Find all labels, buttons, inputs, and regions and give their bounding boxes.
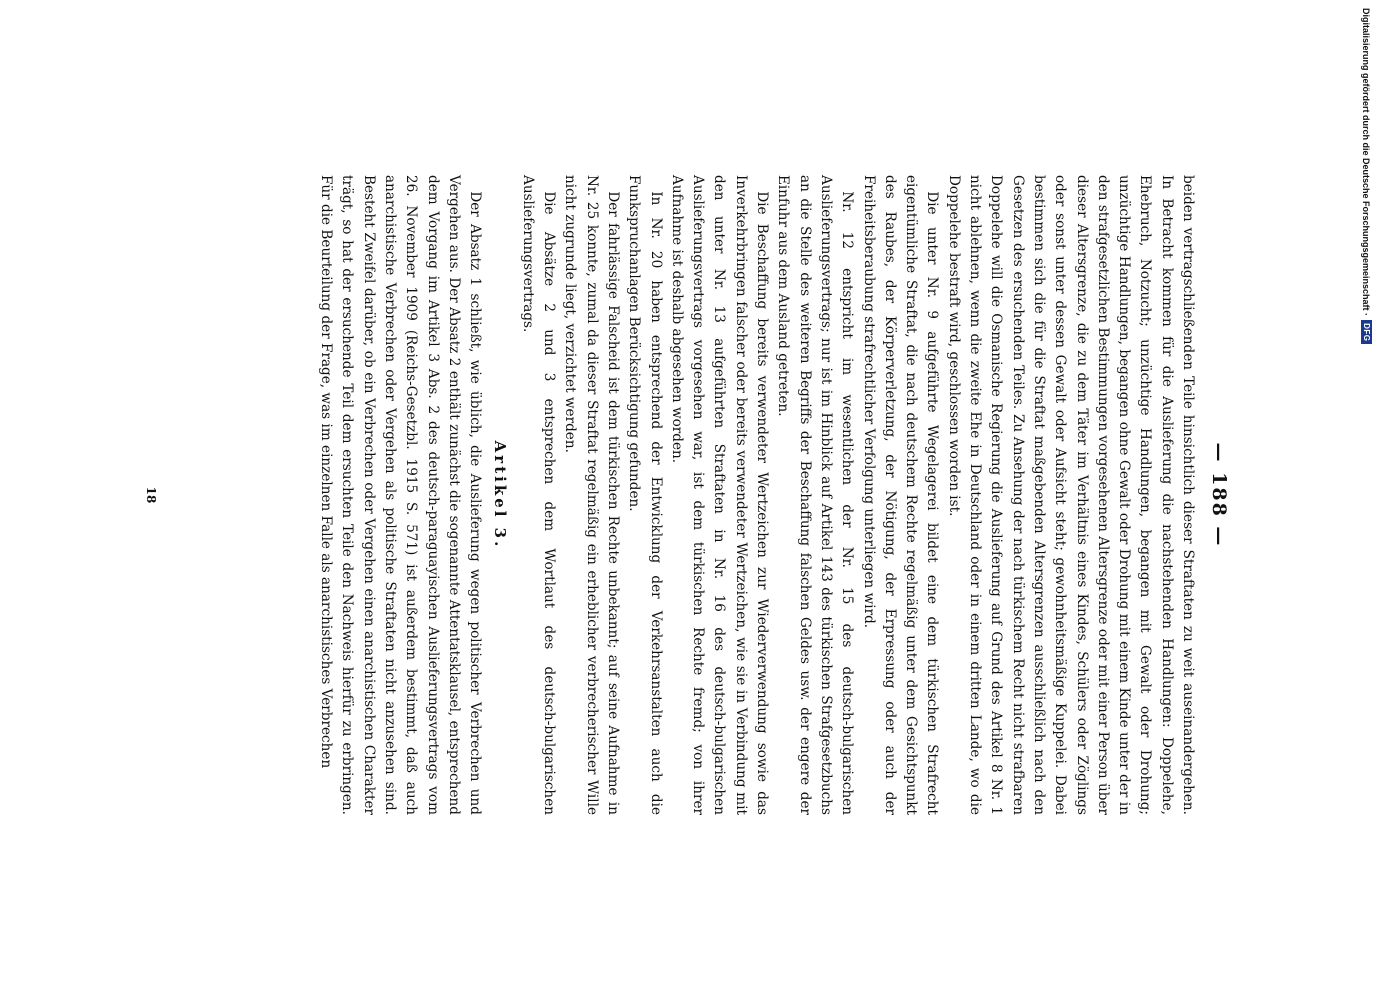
paragraph: Der Absatz 1 schließt, wie üblich, die Auslieferung wegen politischer Verbrechen und Vergehen aus. Der Absatz 2 enthält zunächst die sogenannte Attentatsklausel, entsprechend dem Vorgang im Artikel 3 Abs. 2 des deutsch-paraguayischen Auslieferungsvertrags vom 26. November 1909 (Reichs-Gesetzbl. 1915 S. 571) ist außerdem bestimmt, daß auch anarchistische Verbrechen oder Vergehen als politische Straftaten nicht anzusehen sind. Besteht Zweifel darüber, ob ein Verbrechen oder Vergehen einen anarchistischen Charakter trägt, so hat der ersuchende Teil dem ersuchten Teile den Nachweis hierfür zu erbringen. Für die Beurteilung der Frage, was im einzelnen Falle als anarchistisches Verbrechen [318, 175, 484, 815]
paragraph: beiden vertragschließenden Teile hinsichtlich dieser Straftaten zu weit auseinandergehen. In Betracht kommen für die Auslieferung die nachstehenden Handlungen: Doppelehe, Ehebruch, Notzucht; unzüchtige Handlungen, begangen mit Gewalt oder Drohung; unzüchtige Handlungen, begangen ohne Gewalt oder Drohung mit einem Kinde unter der in den strafgesetzlichen Bestimmungen vorgesehenen Altersgrenze oder mit einer Person über dieser Altersgrenze, die zu dem Täter im Verhältnis eines Kindes, Schülers oder Zöglings oder sonst unter dessen Gewalt oder Aufsicht steht; gewohnheitsmäßige Kuppelei. Dabei bestimmen sich die für die Straftat maßgebenden Altersgrenzen ausschließlich nach den Gesetzen des ersuchenden Teiles. Zu Ansehung der nach türkischem Recht nicht strafbaren Doppelehe will die Osmanische Regierung die Auslieferung auf Grund des Artikel 8 Nr. 1 nicht ablehnen, wenn die zweite Ehe in Deutschland oder in einem dritten Lande, wo die Doppelehe bestraft wird, geschlossen worden ist. [945, 175, 1196, 815]
document-page [144, 175, 1230, 815]
paragraph: Die Absätze 2 und 3 entsprechen dem Wortlaut des deutsch-bulgarischen Auslieferungsvertrags. [519, 175, 558, 815]
credit-text: Digitalisierung gefördert durch die Deutsche Forschungsgemeinschaft · [1361, 8, 1372, 317]
paragraph: In Nr. 20 haben entsprechend der Entwicklung der Verkehrsanstalten auch die Funkspruchanlagen Berücksichtigung gefunden. [626, 175, 664, 815]
article-heading: Artikel 3. [491, 440, 510, 550]
paragraph: Der fahrlässige Falscheid ist dem türkischen Rechte unbekannt; auf seine Aufnahme in Nr. 25 konnte, zumal da dieser Straftat regelmäßig ein erheblicher verbrecherischer Wille nicht zugrunde liegt, verzichtet werden. [562, 175, 621, 815]
paragraph: Die Beschaffung bereits verwendeter Wertzeichen zur Wiederverwendung sowie das Inverkehrbringen falscher oder bereits verwendeter Wertzeichen, wie sie in Verbindung mit den unter Nr. 13 aufgeführten Straftaten in Nr. 16 des deutsch-bulgarischen Auslieferungsvertrags vorgesehen war, ist dem türkischen Rechte fremd; von ihrer Aufnahme ist deshalb abgesehen worden. [668, 175, 771, 815]
digitization-credit [1363, 8, 1381, 778]
signature-mark: 18 [144, 486, 158, 504]
dfg-logo: DFG [1361, 320, 1372, 344]
paragraph: Nr. 12 entspricht im wesentlichen der Nr. 15 des deutsch-bulgarischen Auslieferungsvertrags; nur ist im Hinblick auf Artikel 143 des türkischen Strafgesetzbuchs an die Stelle des weiteren Begriffs der Beschaffung falschen Geldes usw. der engere der Einfuhr aus dem Ausland getreten. [775, 175, 856, 815]
paragraph: Die unter Nr. 9 aufgeführte Wegelagerei bildet eine dem türkischen Strafrecht eigentümliche Straftat, die nach deutschem Rechte regelmäßig unter dem Gesichtspunkt des Raubes, der Körperverletzung, der Nötigung, der Erpressung oder auch der Freiheitsberaubung strafrechtlicher Verfolgung unterliegen wird. [860, 175, 941, 815]
page-number-header: — 188 — [1208, 442, 1230, 548]
body-text [315, 175, 1198, 815]
